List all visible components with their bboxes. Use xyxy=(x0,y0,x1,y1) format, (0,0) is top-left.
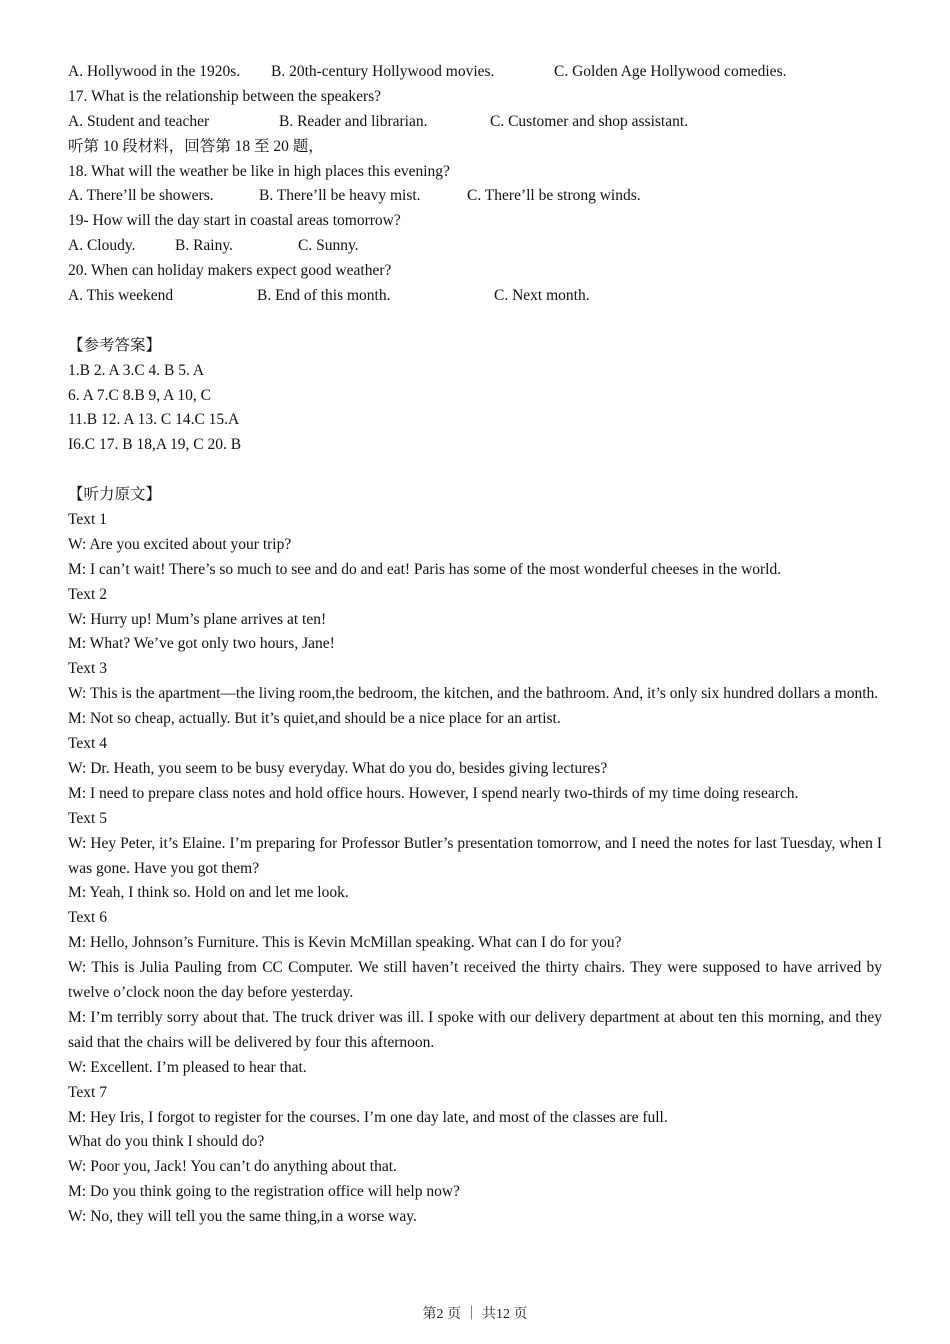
dialogue-line: What do you think I should do? xyxy=(68,1133,265,1151)
section-10-instruction: 听第 10 段材料，回答第 18 至 20 题， xyxy=(68,137,324,155)
dialogue-paragraph: M: I’m terribly sorry about that. The truck driver was ill. I spoke with our delivery department at about ten this morning, and they said that the chairs will be delivered by four this afternoon. xyxy=(68,1008,882,1051)
dialogue-line: M: Hey Iris, I forgot to register for the courses. I’m one day late, and most of the classes are full. xyxy=(68,1108,668,1126)
document-page xyxy=(68,60,882,1230)
text-5-title: Text 5 xyxy=(68,809,107,827)
q16-options xyxy=(68,60,882,85)
q20-text: 20. When can holiday makers expect good weather? xyxy=(68,262,392,280)
q17-text: 17. What is the relationship between the speakers? xyxy=(68,87,382,105)
text-3-title: Text 3 xyxy=(68,660,107,678)
dialogue-paragraph: W: Hey Peter, it’s Elaine. I’m preparing for Professor Butler’s presentation tomorrow, and I need the notes for last Tuesday, when I was gone. Have you got them? xyxy=(68,834,882,877)
dialogue-line: M: I can’t wait! There’s so much to see and do and eat! Paris has some of the most wonderful cheeses in the world. xyxy=(68,560,782,578)
dialogue-line: M: Not so cheap, actually. But it’s quiet,and should be a nice place for an artist. xyxy=(68,710,561,728)
text-7-title: Text 7 xyxy=(68,1083,107,1101)
spacer xyxy=(68,309,882,334)
q16-option-c: C. Golden Age Hollywood comedies. xyxy=(554,63,787,80)
dialogue-line: W: No, they will tell you the same thing,in a worse way. xyxy=(68,1208,417,1226)
q16-option-a: A. Hollywood in the 1920s. xyxy=(68,63,241,80)
dialogue-line: W: Excellent. I’m pleased to hear that. xyxy=(68,1058,307,1076)
text-2-title: Text 2 xyxy=(68,585,107,603)
q20-option-c: C. Next month. xyxy=(494,287,590,305)
text-4-title: Text 4 xyxy=(68,735,107,753)
answers-line: I6.C 17. B 18,A 19, C 20. B xyxy=(68,436,242,454)
answers-line: 11.B 12. A 13. C 14.C 15.A xyxy=(68,411,240,429)
answers-heading: 【参考答案】 xyxy=(68,336,162,354)
q18-option-a: A. There’ll be showers. xyxy=(68,187,214,205)
q19-option-a: A. Cloudy. xyxy=(68,237,136,255)
dialogue-line: M: I need to prepare class notes and hold office hours. However, I spend nearly two-thirds of my time doing research. xyxy=(68,784,799,802)
q19-options xyxy=(68,234,882,259)
q19-text: 19- How will the day start in coastal areas tomorrow? xyxy=(68,212,401,230)
answers-line: 1.B 2. A 3.C 4. B 5. A xyxy=(68,361,205,379)
q20-option-a: A. This weekend xyxy=(68,287,174,305)
dialogue-paragraph: W: This is Julia Pauling from CC Computer. We still haven’t received the thirty chairs. They were supposed to have arrived by twelve o’clock noon the day before yesterday. xyxy=(68,959,882,1002)
q17-option-c: C. Customer and shop assistant. xyxy=(490,112,689,130)
q20-option-b: B. End of this month. xyxy=(257,287,391,305)
q18-text: 18. What will the weather be like in high places this evening? xyxy=(68,162,450,180)
spacer xyxy=(68,458,882,483)
dialogue-line: W: Are you excited about your trip? xyxy=(68,535,292,553)
dialogue-line: M: Yeah, I think so. Hold on and let me look. xyxy=(68,884,349,902)
dialogue-line: M: Do you think going to the registration office will help now? xyxy=(68,1183,460,1201)
q17-options xyxy=(68,110,882,135)
dialogue-line: W: Hurry up! Mum’s plane arrives at ten! xyxy=(68,610,327,628)
text-6-title: Text 6 xyxy=(68,909,107,927)
dialogue-line: M: Hello, Johnson’s Furniture. This is Kevin McMillan speaking. What can I do for you? xyxy=(68,934,622,952)
q17-option-a: A. Student and teacher xyxy=(68,112,210,130)
q18-option-b: B. There’ll be heavy mist. xyxy=(259,187,421,205)
dialogue-line: W: Poor you, Jack! You can’t do anything about that. xyxy=(68,1158,397,1176)
q18-option-c: C. There’ll be strong winds. xyxy=(467,187,641,205)
q19-option-c: C. Sunny. xyxy=(298,237,359,255)
transcript-heading: 【听力原文】 xyxy=(68,486,162,504)
q20-options xyxy=(68,284,882,309)
dialogue-line: M: What? We’ve got only two hours, Jane! xyxy=(68,635,335,653)
q17-option-b: B. Reader and librarian. xyxy=(279,112,428,130)
text-1-title: Text 1 xyxy=(68,511,107,529)
q18-options xyxy=(68,184,882,209)
dialogue-line: W: Dr. Heath, you seem to be busy everyday. What do you do, besides giving lectures? xyxy=(68,759,608,777)
q19-option-b: B. Rainy. xyxy=(175,237,233,255)
page-footer: 第2 页 ｜ 共12 页 xyxy=(422,1307,528,1322)
q16-option-b: B. 20th-century Hollywood movies. xyxy=(271,63,495,80)
answers-line: 6. A 7.C 8.B 9, A 10, C xyxy=(68,386,211,404)
dialogue-paragraph: W: This is the apartment—the living room,the bedroom, the kitchen, and the bathroom. And, it’s only six hundred dollars a month. xyxy=(68,685,879,703)
